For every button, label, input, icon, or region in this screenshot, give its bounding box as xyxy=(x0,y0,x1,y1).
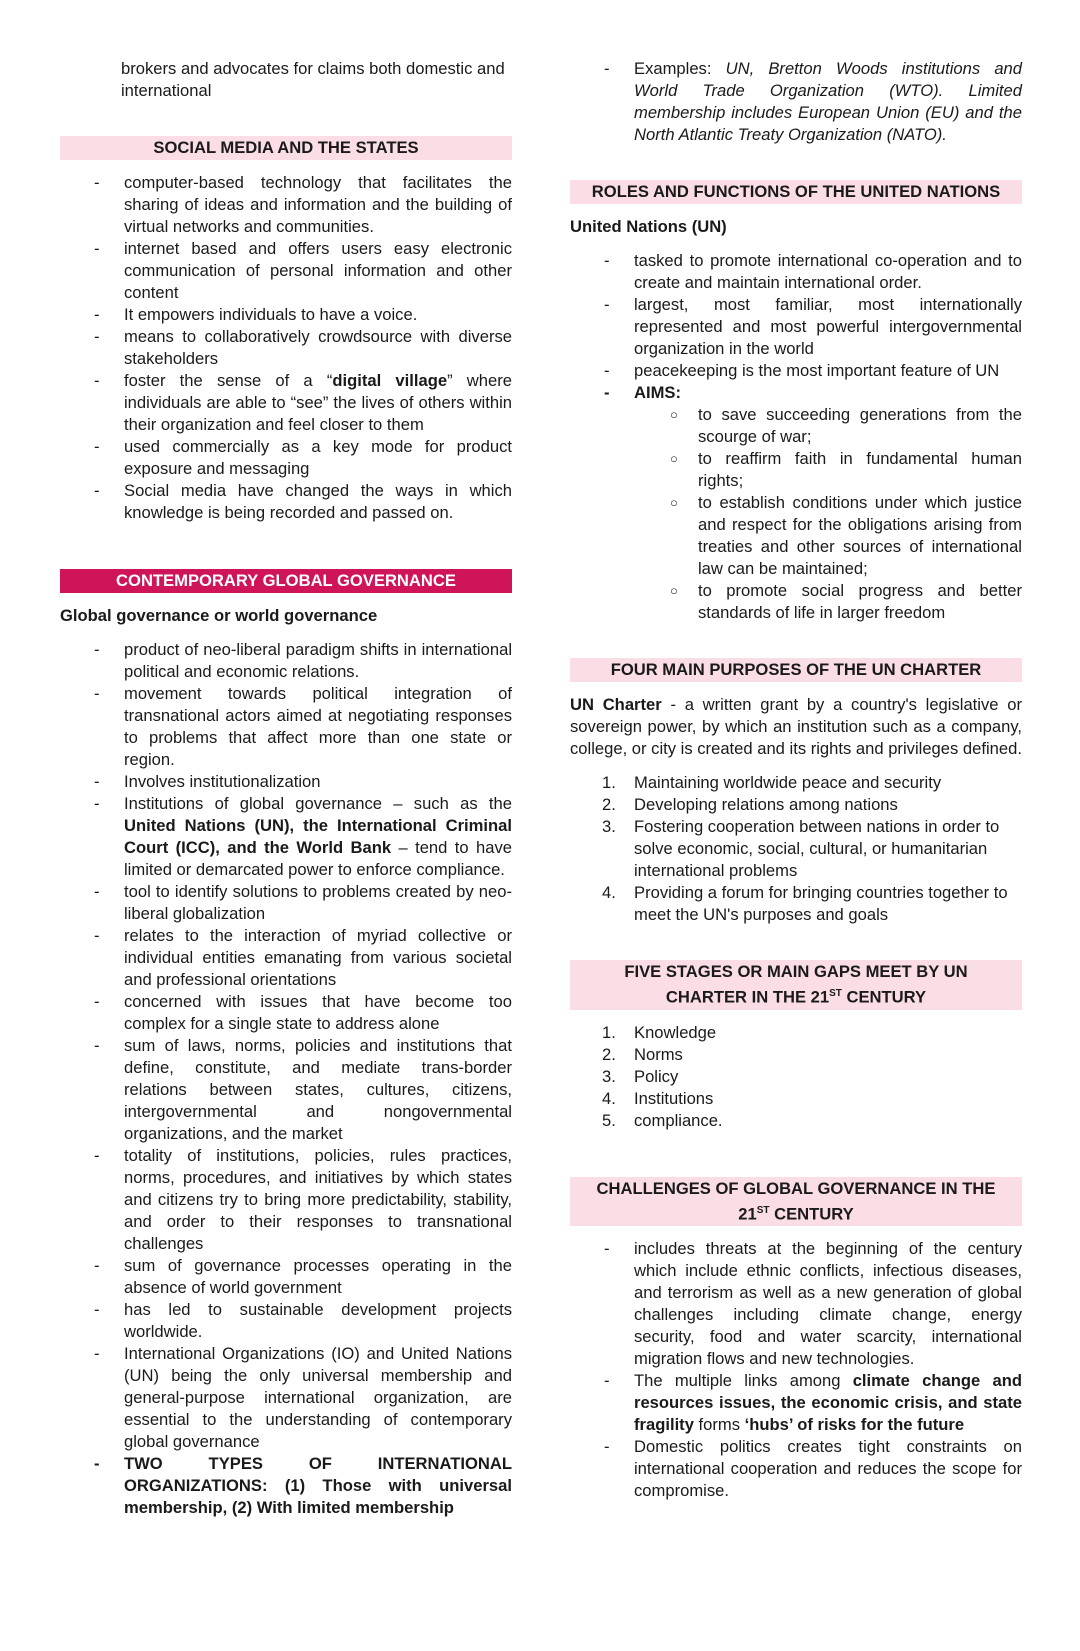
aims-list xyxy=(570,404,1022,624)
list-item: - It empowers individuals to have a voice. xyxy=(94,305,418,324)
list-item: - movement towards political integration of transnational actors aimed at negotiating responses to problems that affect more than one state or region. xyxy=(94,684,512,769)
list-item: - peacekeeping is the most important feature of UN xyxy=(604,361,1000,380)
circle-bullet-icon: ○ xyxy=(670,451,678,466)
stages-list xyxy=(570,1022,1022,1132)
examples-list xyxy=(570,58,1022,146)
list-item: 2. Norms xyxy=(602,1044,683,1064)
list-item: - Domestic politics creates tight constraints on international cooperation and reduces the scope for compromise. xyxy=(604,1437,1022,1501)
section-heading-stages: FIVE STAGES OR MAIN GAPS MEET BY UN CHARTER IN THE 21ST CENTURY xyxy=(570,960,1022,1010)
circle-bullet-icon: ○ xyxy=(670,495,678,510)
left-column xyxy=(60,58,512,1519)
list-item: - sum of governance processes operating in the absence of world government xyxy=(94,1256,512,1297)
list-item: - product of neo-liberal paradigm shifts in international political and economic relations. xyxy=(94,640,512,681)
challenges-list xyxy=(570,1238,1022,1502)
list-item: - Involves institutionalization xyxy=(94,772,321,791)
list-item: - used commercially as a key mode for product exposure and messaging xyxy=(94,437,512,478)
list-item: ○ to establish conditions under which justice and respect for the obligations arising from treaties and other sources of international law can be maintained; xyxy=(670,493,1022,578)
social-media-list xyxy=(60,172,512,524)
circle-bullet-icon: ○ xyxy=(670,407,678,422)
list-item: - includes threats at the beginning of the century which include ethnic conflicts, infectious diseases, and terrorism as well as a new generation of global challenges including climate change, energy security, food and water scarcity, international migration flows and new technologies. xyxy=(604,1239,1022,1369)
list-item: - tasked to promote international co-operation and to create and maintain international order. xyxy=(604,251,1022,292)
right-column xyxy=(570,58,1022,1502)
list-item: - AIMS: xyxy=(604,383,682,402)
roles-list xyxy=(570,250,1022,404)
section-heading-contemporary: CONTEMPORARY GLOBAL GOVERNANCE xyxy=(60,569,512,593)
list-item: - sum of laws, norms, policies and institutions that define, constitute, and mediate trans-border relations between states, cultures, citizens, intergovernmental and nongovernmental organizations, and the market xyxy=(94,1036,512,1143)
list-item: - Social media have changed the ways in which knowledge is being recorded and passed on. xyxy=(94,481,512,522)
list-item: 1. Knowledge xyxy=(602,1022,717,1042)
list-item: - Institutions of global governance – such as the United Nations (UN), the International Criminal Court (ICC), and the World Bank – tend to have limited or demarcated power to enforce compliance. xyxy=(94,794,512,879)
list-item: ○ to save succeeding generations from the scourge of war; xyxy=(670,405,1022,446)
list-item: - internet based and offers users easy electronic communication of personal information and other content xyxy=(94,239,512,302)
section-heading-purposes: FOUR MAIN PURPOSES OF THE UN CHARTER xyxy=(570,658,1022,682)
list-item: - TWO TYPES OF INTERNATIONAL ORGANIZATIONS: (1) Those with universal membership, (2) With limited membership xyxy=(94,1454,512,1517)
list-item: - Examples: UN, Bretton Woods institutions and World Trade Organization (WTO). Limited membership includes European Union (EU) and the North Atlantic Treaty Organization (NATO). xyxy=(604,59,1023,144)
section-heading-roles: ROLES AND FUNCTIONS OF THE UNITED NATIONS xyxy=(570,180,1022,204)
circle-bullet-icon: ○ xyxy=(670,583,678,598)
list-item: 5. compliance. xyxy=(602,1110,723,1130)
section-heading-challenges: CHALLENGES OF GLOBAL GOVERNANCE IN THE 21ST CENTURY xyxy=(570,1177,1022,1227)
list-item: brokers and advocates for claims both domestic and international xyxy=(121,59,505,100)
list-item: - International Organizations (IO) and United Nations (UN) being the only universal membership and general-purpose international organization, are essential to the understanding of contemporary global governance xyxy=(94,1344,512,1451)
list-item: - relates to the interaction of myriad collective or individual entities emanating from various societal and professional orientations xyxy=(94,926,512,989)
list-item: ○ to reaffirm faith in fundamental human rights; xyxy=(670,449,1022,490)
list-item: 3. Policy xyxy=(602,1066,679,1086)
list-item: - concerned with issues that have become too complex for a single state to address alone xyxy=(94,992,512,1033)
section-subtitle: United Nations (UN) xyxy=(570,217,727,236)
list-item: 4. Institutions xyxy=(602,1088,714,1108)
list-item: ○ to promote social progress and better standards of life in larger freedom xyxy=(670,581,1022,622)
list-item: 3. Fostering cooperation between nations in order to solve economic, social, cultural, or humanitarian international problems xyxy=(602,817,1000,880)
list-item: - foster the sense of a “digital village” where individuals are able to “see” the lives of others within their organization and feel closer to them xyxy=(94,371,512,434)
section-subtitle: Global governance or world governance xyxy=(60,606,378,625)
purposes-list xyxy=(570,772,1022,926)
list-item: - has led to sustainable development projects worldwide. xyxy=(94,1300,512,1341)
list-item: - totality of institutions, policies, rules practices, norms, procedures, and initiatives by which states and citizens try to bring more predictability, stability, and order to their responses to transnational challenges xyxy=(94,1146,512,1253)
list-item: - The multiple links among climate change and resources issues, the economic crisis, and state fragility forms ‘hubs’ of risks for the future xyxy=(604,1371,1022,1435)
list-item: - computer-based technology that facilitates the sharing of ideas and information and the building of virtual networks and communities. xyxy=(94,173,512,236)
contemporary-list xyxy=(60,639,512,1519)
list-item: 1. Maintaining worldwide peace and security xyxy=(602,773,942,792)
intro-list xyxy=(60,58,512,102)
list-item: - tool to identify solutions to problems created by neo-liberal globalization xyxy=(94,882,512,923)
list-item: - largest, most familiar, most internationally represented and most powerful intergovernmental organization in the world xyxy=(604,295,1022,358)
section-heading-social-media: SOCIAL MEDIA AND THE STATES xyxy=(60,136,512,160)
list-item: - means to collaboratively crowdsource with diverse stakeholders xyxy=(94,327,512,368)
list-item: 2. Developing relations among nations xyxy=(602,795,898,814)
un-charter-definition: UN Charter - a written grant by a country's legislative or sovereign power, by which an institution such as a company, college, or city is created and its rights and privileges defined. xyxy=(570,695,1022,758)
list-item: 4. Providing a forum for bringing countries together to meet the UN's purposes and goals xyxy=(602,883,1008,924)
